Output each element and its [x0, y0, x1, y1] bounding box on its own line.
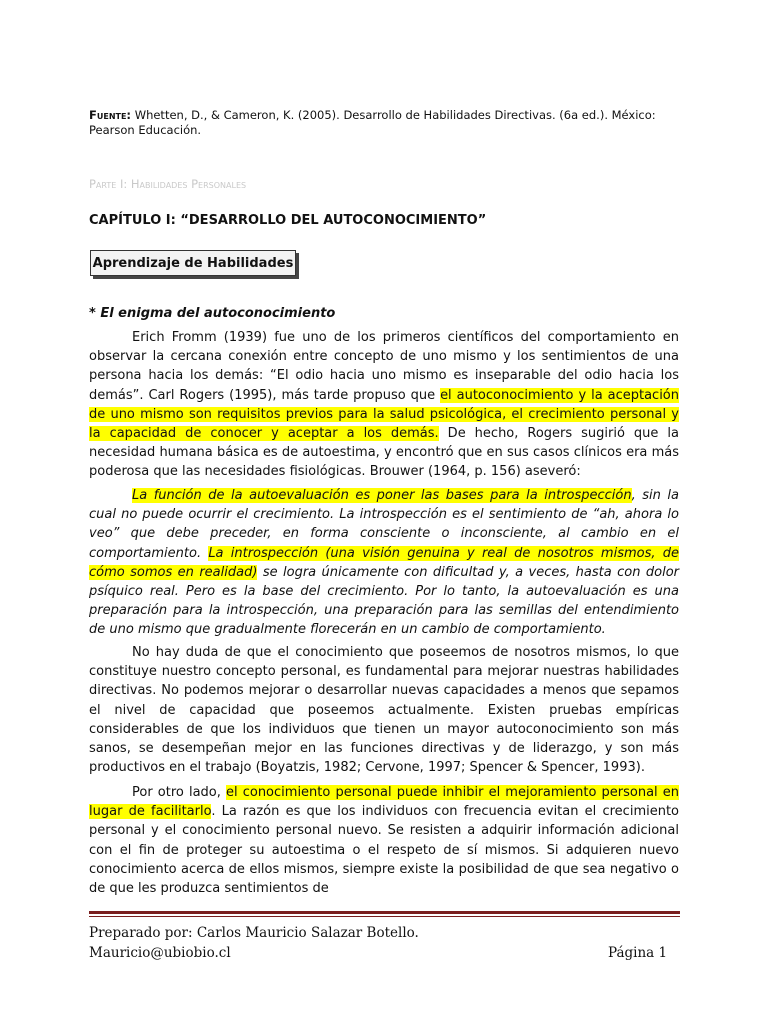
paragraph-3-text-a: Por otro lado,: [132, 785, 226, 800]
source-citation: [89, 108, 669, 138]
paragraph-2: No hay duda de que el conocimiento que poseemos de nosotros mismos, lo que constituye nuestro concepto personal, es fundamental para mejorar nuestras habilidades directivas. No podemos mejorar o desarrollar nuevas capacidades a menos que sepamos el nivel de capacidad que poseemos actualmente. Existen pruebas empíricas considerables de que los individuos que tienen un mayor autoconocimiento son más sanos, se desempeñan mejor en las funciones directivas y de liderazgo, y son más productivos en el trabajo (Boyatzis, 1982; Cervone, 1997; Spencer & Spencer, 1993).: [89, 645, 679, 776]
quote-text-a: , sin la cual no puede ocurrir el crecimiento. La introspección es el sentimiento de “ah, ahora lo veo” que debe preceder, en forma consciente o inconsciente, al cambio en el comportamiento.: [89, 488, 679, 561]
part-heading: Parte I: Habilidades Personales: [89, 177, 247, 191]
footer-rule-thin: [89, 916, 680, 917]
body-text: [89, 328, 679, 898]
skills-box: Aprendizaje de Habilidades: [90, 250, 296, 276]
page-number: Página 1: [608, 945, 668, 961]
highlight: La introspección (una visión genuina y real de nosotros mismos, de cómo somos en realidad): [89, 545, 679, 580]
prepared-by: Preparado por: Carlos Mauricio Salazar Botello.: [89, 925, 419, 941]
section-title: * El enigma del autoconocimiento: [89, 306, 336, 321]
block-quote: [89, 486, 679, 640]
highlight: el conocimiento personal puede inhibir el mejoramiento personal en lugar de facilitarlo: [89, 785, 679, 820]
paragraph-1: [89, 328, 679, 482]
paragraph-1-text-a: Erich Fromm (1939) fue uno de los primeros científicos del comportamiento en observar la cercana conexión entre concepto de uno mismo y los sentimientos de una persona hacia los demás: “El odio hacia uno mismo es inseparable del odio hacia los demás”. Carl Rogers (1995), más tarde propuso que: [89, 330, 679, 403]
footer-rule: [89, 911, 680, 914]
paragraph-3: [89, 783, 679, 898]
quote-text-b: se logra únicamente con dificultad y, a veces, hasta con dolor psíquico real. Pero es la base del crecimiento. Por lo tanto, la autoevaluación es una preparación para la introspección, una preparación para las semillas del entendimiento de uno mismo que gradualmente florecerán en un cambio de comportamiento.: [89, 564, 680, 638]
author-email: Mauricio@ubiobio.cl: [89, 945, 231, 961]
paragraph-1-text-b: De hecho, Rogers sugirió que la necesidad humana básica es de autoestima, y encontró que en sus casos clínicos era más poderosa que las necesidades fisiológicas. Brouwer (1964, p. 156) aseveró:: [89, 426, 679, 480]
source-label: Fuente:: [89, 108, 132, 122]
footer-author: [89, 923, 419, 963]
highlight: La función de la autoevaluación es poner las bases para la introspección: [132, 488, 632, 503]
highlight: el autoconocimiento y la aceptación de uno mismo son requisitos previos para la salud psicológica, el crecimiento personal y la capacidad de conocer y aceptar a los demás.: [89, 387, 679, 442]
paragraph-3-text-b: . La razón es que los individuos con frecuencia evitan el crecimiento personal y el conocimiento personal nuevo. Se resisten a adquirir información adicional con el fin de proteger su autoestima o el respeto de sí mismos. Si adquieren nuevo conocimiento acerca de ellos mismos, siempre existe la posibilidad de que sea negativo o de que les produzca sentimientos de: [89, 804, 680, 897]
chapter-heading: CAPÍTULO I: “DESARROLLO DEL AUTOCONOCIMIENTO”: [89, 213, 487, 228]
source-text: Whetten, D., & Cameron, K. (2005). Desarrollo de Habilidades Directivas. (6a ed.). México: Pearson Educación.: [89, 108, 656, 137]
